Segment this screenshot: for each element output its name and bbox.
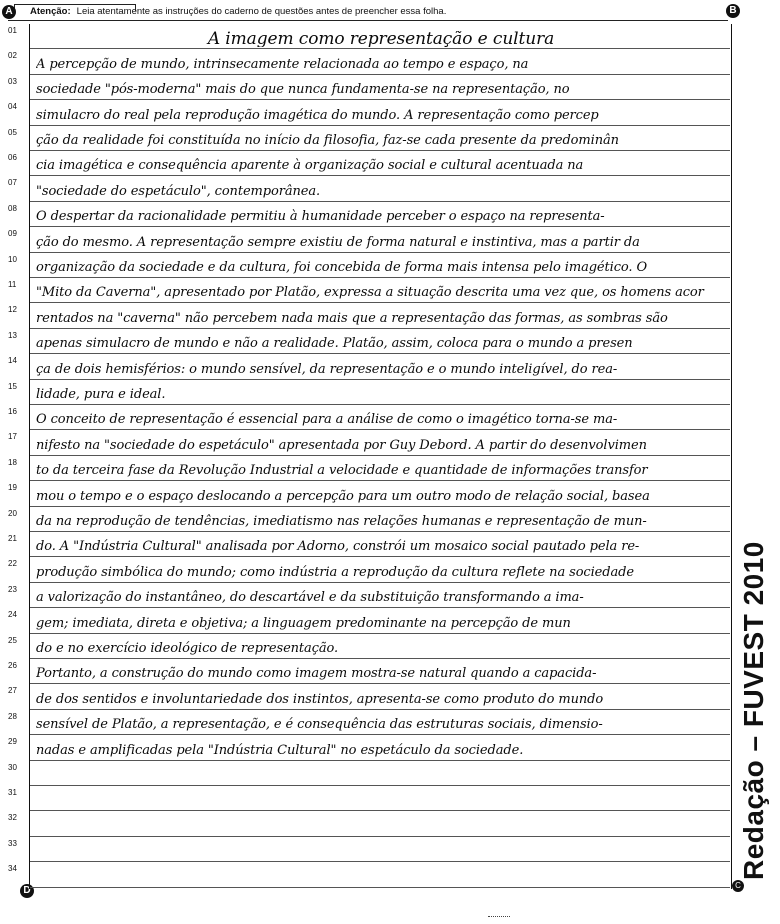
essay-line-text: apenas simulacro de mundo e não a realidade. Platão, assim, coloca para o mundo a presen [36,336,633,352]
line-number: 01 [8,26,17,35]
essay-line-text: produção simbólica do mundo; como indústria a reprodução da cultura reflete na sociedade [36,564,634,580]
essay-line [0,862,780,887]
essay-line [0,49,780,74]
essay-line-text: organização da sociedade e da cultura, foi concebida de forma mais intensa pelo imagético. O [36,259,648,275]
essay-line-text: ção da realidade foi constituída no início da filosofia, faz-se cada presente da predominân [36,132,619,148]
line-number: 11 [8,280,17,289]
essay-line-text: a valorização do instantâneo, do descartável e da substituição transformando a ima- [36,590,584,606]
line-number: 31 [8,788,17,797]
line-number: 07 [8,178,17,188]
essay-line-text: sensível de Platão, a representação, e é consequência das estruturas sociais, dimensio- [36,717,603,733]
header-tab [14,4,136,11]
line-number: 22 [8,559,17,569]
essay-line [0,659,780,684]
line-number: 16 [8,407,17,416]
essay-line [0,202,780,227]
essay-line-text: gem; imediata, direta e objetiva; a linguagem predominante na percepção de mun [36,615,571,631]
line-number: 20 [8,508,17,518]
essay-line-text: ça de dois hemisférios: o mundo sensível, da representação e o mundo inteligível, do rea- [36,361,618,377]
essay-line-text: nadas e amplificadas pela "Indústria Cultural" no espetáculo da sociedade. [36,742,524,758]
essay-line-text: "Mito da Caverna", apresentado por Platão, expressa a situação descrita uma vez que, os homens acor [36,285,704,301]
essay-line-text: da na reprodução de tendências, imediatismo nas relações humanas e representação de mun- [36,513,647,529]
essay-line [0,405,780,430]
essay-line [0,786,780,811]
essay-line [0,380,780,405]
line-number: 13 [8,330,17,340]
essay-line-text: do e no exercício ideológico de representação. [36,640,339,656]
essay-line-text: de dos sentidos e involuntariedade dos instintos, apresenta-se como produto do mundo [36,691,604,707]
line-number: 18 [8,457,17,467]
header-instruction: Leia atentamente as instruções do caderno de questões antes de preencher essa folha. [76,6,447,17]
essay-line [0,507,780,532]
essay-line [0,329,780,354]
line-number: 26 [8,661,17,670]
essay-line-text: sociedade "pós-moderna" mais do que nunca fundamenta-se na representação, no [36,82,570,98]
line-number: 17 [8,432,17,442]
essay-line-text: nifesto na "sociedade do espetáculo" apresentada por Guy Debord. A partir do desenvolvimen [36,437,647,453]
line-number: 30 [8,762,17,772]
corner-marker-c: C [732,880,744,892]
line-number: 28 [8,711,17,721]
essay-line [0,354,780,379]
essay-lines [0,24,780,894]
essay-line [0,24,780,49]
essay-line-text: to da terceira fase da Revolução Industrial a velocidade e quantidade de informações transfor [36,463,648,479]
essay-line [0,532,780,557]
essay-line [0,75,780,100]
line-number: 04 [8,102,17,112]
essay-line [0,608,780,633]
scan-mark [488,916,510,921]
essay-line [0,456,780,481]
essay-line [0,303,780,328]
essay-line [0,176,780,201]
essay-line [0,227,780,252]
essay-line-text: simulacro do real pela reprodução imagética do mundo. A representação como percep [36,107,599,123]
essay-line-text: O conceito de representação é essencial para a análise de como o imagético torna-se ma- [36,412,618,428]
line-number: 05 [8,127,17,137]
essay-line [0,253,780,278]
essay-line-text: lidade, pura e ideal. [36,386,166,402]
essay-line [0,735,780,760]
essay-line-text: ção do mesmo. A representação sempre existiu de forma natural e instintiva, mas a partir da [36,234,640,250]
line-number: 15 [8,381,17,391]
essay-line-text: rentados na "caverna" não percebem nada mais que a representação das formas, as sombras são [36,310,668,326]
line-rule [30,887,730,888]
essay-line [0,684,780,709]
essay-line [0,100,780,125]
essay-line [0,126,780,151]
essay-line-text: cia imagética e consequência aparente à organização social e cultural acentuada na [36,158,584,174]
essay-line [0,634,780,659]
line-number: 23 [8,584,17,594]
essay-line [0,837,780,862]
essay-line [0,583,780,608]
line-number: 25 [8,635,17,645]
line-number: 32 [8,813,17,823]
line-number: 10 [8,254,17,264]
corner-marker-b: B [726,4,740,18]
line-number: 21 [8,534,17,543]
essay-title: A imagem como representação e cultura [207,31,555,48]
corner-marker-d: D [20,884,34,898]
line-number: 19 [8,483,17,493]
essay-line [0,557,780,582]
essay-line-text: O despertar da racionalidade permitiu à humanidade perceber o espaço na representa- [36,209,605,225]
essay-line-text: Portanto, a construção do mundo como imagem mostra-se natural quando a capacida- [36,666,597,682]
line-number: 27 [8,686,17,696]
line-number: 09 [8,229,17,239]
line-number: 06 [8,153,17,162]
line-number: 33 [8,838,17,848]
essay-line [0,811,780,836]
line-number: 08 [8,203,17,213]
essay-line-text: do. A "Indústria Cultural" analisada por Adorno, constrói um mosaico social pautado pela re- [36,539,640,555]
line-number: 14 [8,356,17,366]
line-number: 34 [8,864,17,874]
essay-line-text: mou o tempo e o espaço deslocando a percepção para um outro modo de relação social, basea [36,488,650,504]
essay-line [0,761,780,786]
corner-marker-a: A [2,5,16,19]
attention-label: Atenção: [30,6,71,17]
line-number: 24 [8,610,17,620]
essay-line [0,278,780,303]
essay-line [0,430,780,455]
essay-line-text: "sociedade do espetáculo", contemporânea. [36,183,321,199]
essay-line [0,151,780,176]
essay-line [0,710,780,735]
line-number: 29 [8,737,17,747]
line-number: 03 [8,76,17,86]
side-label: Redação – FUVEST 2010 [738,541,769,880]
header-bar [8,4,728,21]
line-number: 12 [8,305,17,315]
line-number: 02 [8,51,17,61]
essay-line [0,481,780,506]
essay-line-text: A percepção de mundo, intrinsecamente relacionada ao tempo e espaço, na [36,56,529,72]
